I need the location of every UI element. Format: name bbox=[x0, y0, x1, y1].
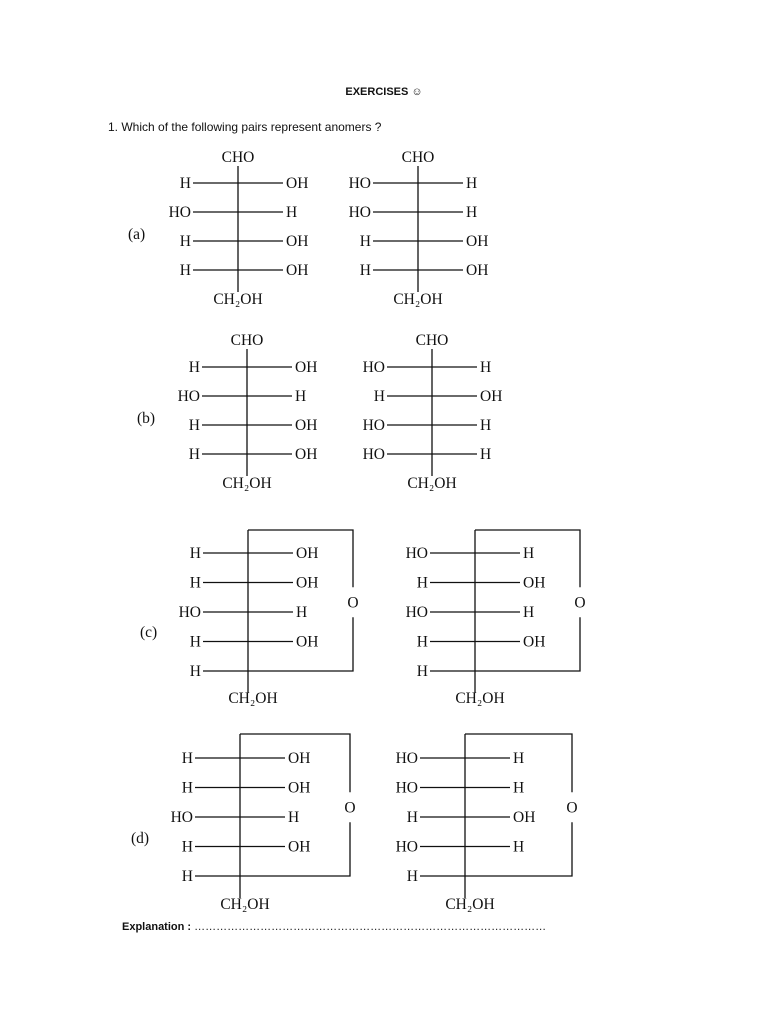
ch2oh-label: CH₂OH bbox=[407, 475, 457, 492]
substituent-left: H bbox=[181, 779, 193, 797]
cho-label: CHO bbox=[415, 332, 449, 349]
substituent-right: H bbox=[523, 604, 535, 621]
substituent-left: H bbox=[406, 809, 418, 826]
substituent-right: OH bbox=[466, 233, 489, 250]
substituent-right: OH bbox=[286, 233, 309, 250]
ring-oxygen-label: O bbox=[347, 594, 359, 612]
pair-label-a: (a) bbox=[128, 226, 146, 243]
substituent-right: OH bbox=[295, 359, 318, 376]
substituent-right: OH bbox=[295, 417, 318, 434]
substituent-left: H bbox=[359, 233, 371, 250]
substituent-right: H bbox=[480, 359, 492, 376]
substituent-left: HO bbox=[395, 750, 418, 767]
substituent-left: H bbox=[179, 233, 191, 250]
ring-oxygen-label: O bbox=[344, 799, 356, 817]
substituent-left: H bbox=[188, 417, 200, 434]
substituent-left: H bbox=[406, 868, 418, 885]
substituent-right: OH bbox=[296, 545, 319, 562]
ring-oxygen-label: O bbox=[574, 594, 586, 612]
ch2oh-label: CH₂OH bbox=[222, 475, 272, 492]
substituent-right: OH bbox=[523, 633, 546, 651]
substituent-right: OH bbox=[513, 809, 536, 826]
pair-label-c: (c) bbox=[140, 624, 158, 641]
ch2oh-label: CH₂OH bbox=[445, 896, 495, 913]
substituent-right: OH bbox=[288, 779, 311, 797]
substituent-right: OH bbox=[296, 574, 319, 592]
explanation-blank[interactable]: …………………………………………………………………………………… bbox=[194, 921, 547, 933]
substituent-right: OH bbox=[286, 175, 309, 192]
substituent-left: H bbox=[181, 750, 193, 767]
substituent-right: OH bbox=[288, 838, 311, 856]
substituent-left: H bbox=[181, 838, 193, 856]
substituent-right: OH bbox=[466, 262, 489, 279]
substituent-right: H bbox=[480, 446, 492, 463]
substituent-right: OH bbox=[288, 750, 311, 767]
substituent-right: H bbox=[466, 175, 478, 192]
substituent-right: H bbox=[513, 779, 525, 797]
substituent-left: H bbox=[189, 633, 201, 651]
substituent-right: OH bbox=[480, 388, 503, 405]
substituent-right: OH bbox=[286, 262, 309, 279]
substituent-left: H bbox=[416, 574, 428, 592]
substituent-left: HO bbox=[362, 446, 385, 463]
substituent-left: H bbox=[181, 868, 193, 885]
ch2oh-label: CH₂OH bbox=[228, 690, 278, 707]
substituent-left: HO bbox=[362, 417, 385, 434]
ch2oh-label: CH₂OH bbox=[213, 291, 263, 308]
pair-label-b: (b) bbox=[137, 410, 156, 427]
substituent-left: H bbox=[188, 446, 200, 463]
substituent-right: H bbox=[466, 204, 478, 221]
substituent-left: HO bbox=[348, 204, 371, 221]
substituent-right: H bbox=[288, 809, 300, 826]
substituent-left: HO bbox=[168, 204, 191, 221]
substituent-right: H bbox=[513, 750, 525, 767]
ring-oxygen-label: O bbox=[566, 799, 578, 817]
substituent-right: H bbox=[286, 204, 298, 221]
explanation-line bbox=[122, 921, 546, 933]
substituent-left: H bbox=[416, 663, 428, 680]
explanation-label: Explanation : bbox=[122, 921, 192, 933]
question-text: 1. Which of the following pairs represent anomers ? bbox=[108, 120, 382, 134]
substituent-right: H bbox=[480, 417, 492, 434]
cho-label: CHO bbox=[401, 149, 435, 166]
substituent-left: HO bbox=[178, 604, 201, 621]
substituent-left: HO bbox=[395, 779, 418, 797]
substituent-right: H bbox=[296, 604, 308, 621]
substituent-left: H bbox=[179, 262, 191, 279]
substituent-left: HO bbox=[177, 388, 200, 405]
ch2oh-label: CH₂OH bbox=[393, 291, 443, 308]
substituent-left: HO bbox=[170, 809, 193, 826]
substituent-left: H bbox=[189, 663, 201, 680]
substituent-left: H bbox=[373, 388, 385, 405]
substituent-left: H bbox=[179, 175, 191, 192]
substituent-right: OH bbox=[523, 574, 546, 592]
substituent-left: HO bbox=[362, 359, 385, 376]
substituent-right: H bbox=[523, 545, 535, 562]
ch2oh-label: CH₂OH bbox=[220, 896, 270, 913]
substituent-left: H bbox=[189, 574, 201, 592]
substituent-left: HO bbox=[348, 175, 371, 192]
substituent-left: H bbox=[416, 633, 428, 651]
substituent-left: H bbox=[359, 262, 371, 279]
substituent-right: OH bbox=[295, 446, 318, 463]
substituent-right: H bbox=[295, 388, 307, 405]
substituent-left: HO bbox=[405, 545, 428, 562]
page-title: EXERCISES ☺ bbox=[345, 86, 423, 98]
pair-label-d: (d) bbox=[131, 830, 150, 847]
cho-label: CHO bbox=[221, 149, 255, 166]
ch2oh-label: CH₂OH bbox=[455, 690, 505, 707]
substituent-left: HO bbox=[405, 604, 428, 621]
substituent-right: H bbox=[513, 838, 525, 856]
cho-label: CHO bbox=[230, 332, 264, 349]
substituent-left: H bbox=[189, 545, 201, 562]
substituent-right: OH bbox=[296, 633, 319, 651]
substituent-left: HO bbox=[395, 838, 418, 856]
substituent-left: H bbox=[188, 359, 200, 376]
